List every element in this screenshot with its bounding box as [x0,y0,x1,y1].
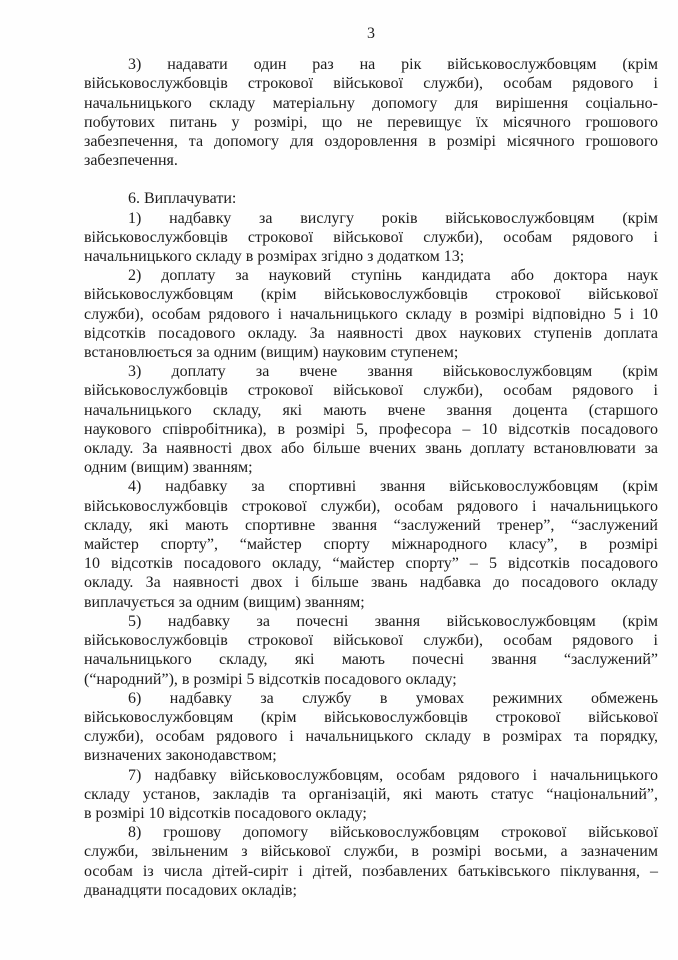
text-line: 10 відсотків посадового окладу, “майстер спорту” – 5 відсотків посадового [84,555,658,573]
item-7-national-status-allowance [84,766,658,824]
text-line: військовослужбовцям (крім військовослужбовців строкової військової [84,286,658,304]
text-line: (“народний”), в розмірі 5 відсотків посадового окладу; [84,670,457,688]
text-line: військовослужбовців строкової військової служби), особам рядового і [84,75,658,93]
text-line: 3) доплату за вчене звання військовослужбовцям (крім [128,363,658,381]
text-line: 6) надбавку за службу в умовах режимних обмежень [128,689,658,707]
text-line: начальницького складу матеріальну допомогу для вирішення соціально- [84,94,658,112]
text-line: військовослужбовців строкової військової служби), особам рядового і [84,632,658,650]
text-line: забезпечення, та допомогу для оздоровлення в розмірі місячного грошового [84,133,658,151]
text-line: визначених законодавством; [84,747,277,765]
item-5-honorary-title-allowance [84,612,658,689]
text-line: начальницького складу, які мають почесні звання “заслужений” [84,651,658,669]
text-line: забезпечення. [84,152,178,170]
text-line: побутових питань у розмірі, що не перевищує їх місячного грошового [84,113,658,131]
text-line: відсотків посадового окладу. За наявності двох наукових ступенів доплата [84,324,658,342]
text-line: військовослужбовців строкової служби), особам рядового і начальницького [84,497,658,515]
text-line: в розмірі 10 відсотків посадового окладу; [84,804,367,822]
item-4-sports-title-allowance [84,477,658,611]
text-line: військовослужбовців строкової військової служби), особам рядового і [84,382,658,400]
text-line: 7) надбавку військовослужбовцям, особам рядового і начальницького [128,766,658,784]
text-line: складу установ, закладів та організацій, які мають статус “національний”, [84,785,658,803]
document-body [84,55,658,900]
text-line: одним (вищим) званням; [84,459,253,477]
text-line: майстер спорту”, “майстер спорту міжнародного класу”, в розмірі [84,536,658,554]
page-number: 3 [367,25,375,42]
text-line: 4) надбавку за спортивні звання військовослужбовцям (крім [128,478,658,496]
text-line: виплачується за одним (вищим) званням; [84,593,365,611]
text-line: 2) доплату за науковий ступінь кандидата або доктора наук [128,267,658,285]
item-3-academic-title-bonus [84,362,658,477]
text-line: начальницького складу, які мають вчене звання доцента (старшого [84,401,658,419]
section-6-heading [84,189,658,208]
text-line: начальницького складу в розмірах згідно з додатком 13; [84,248,465,266]
text-line: особам із числа дітей-сиріт і дітей, позбавлених батьківського піклування, – [84,862,658,880]
text-line: служби), особам рядового і начальницького складу в розмірі відповідно 5 і 10 [84,305,658,323]
text-line: наукового співробітника), в розмірі 5, професора – 10 відсотків посадового [84,420,658,438]
paragraph-3-annual-aid [84,55,658,170]
text-line: служби, звільненим з військової служби, в розмірі восьми, а зазначеним [84,843,658,861]
text-line: служби), особам рядового і начальницького складу в розмірах та порядку, [84,728,658,746]
item-8-discharge-money-aid [84,823,658,900]
text-line: дванадцяти посадових окладів; [84,881,297,899]
text-line: встановлюється за одним (вищим) науковим ступенем; [84,344,459,362]
text-line: військовослужбовцям (крім військовослужбовців строкової військової [84,708,658,726]
text-line: складу, які мають спортивне звання “заслужений тренер”, “заслужений [84,516,658,534]
item-1-service-years-allowance [84,209,658,267]
text-line: військовослужбовців строкової військової служби), особам рядового і [84,228,658,246]
text-line: 6. Виплачувати: [128,190,237,208]
text-line: окладу. За наявності двох або більше вчених звань доплату встановлювати за [84,440,658,458]
item-2-science-degree-bonus [84,266,658,362]
item-6-regime-restrictions-allowance [84,689,658,766]
text-line: 3) надавати один раз на рік військовослужбовцям (крім [128,56,658,74]
text-line: 8) грошову допомогу військовослужбовцям строкової військової [128,824,658,842]
text-line: 1) надбавку за вислугу років військовослужбовцям (крім [128,209,658,227]
text-line: 5) надбавку за почесні звання військовослужбовцям (крім [128,612,658,630]
text-line: окладу. За наявності двох і більше звань надбавка до посадового окладу [84,574,658,592]
